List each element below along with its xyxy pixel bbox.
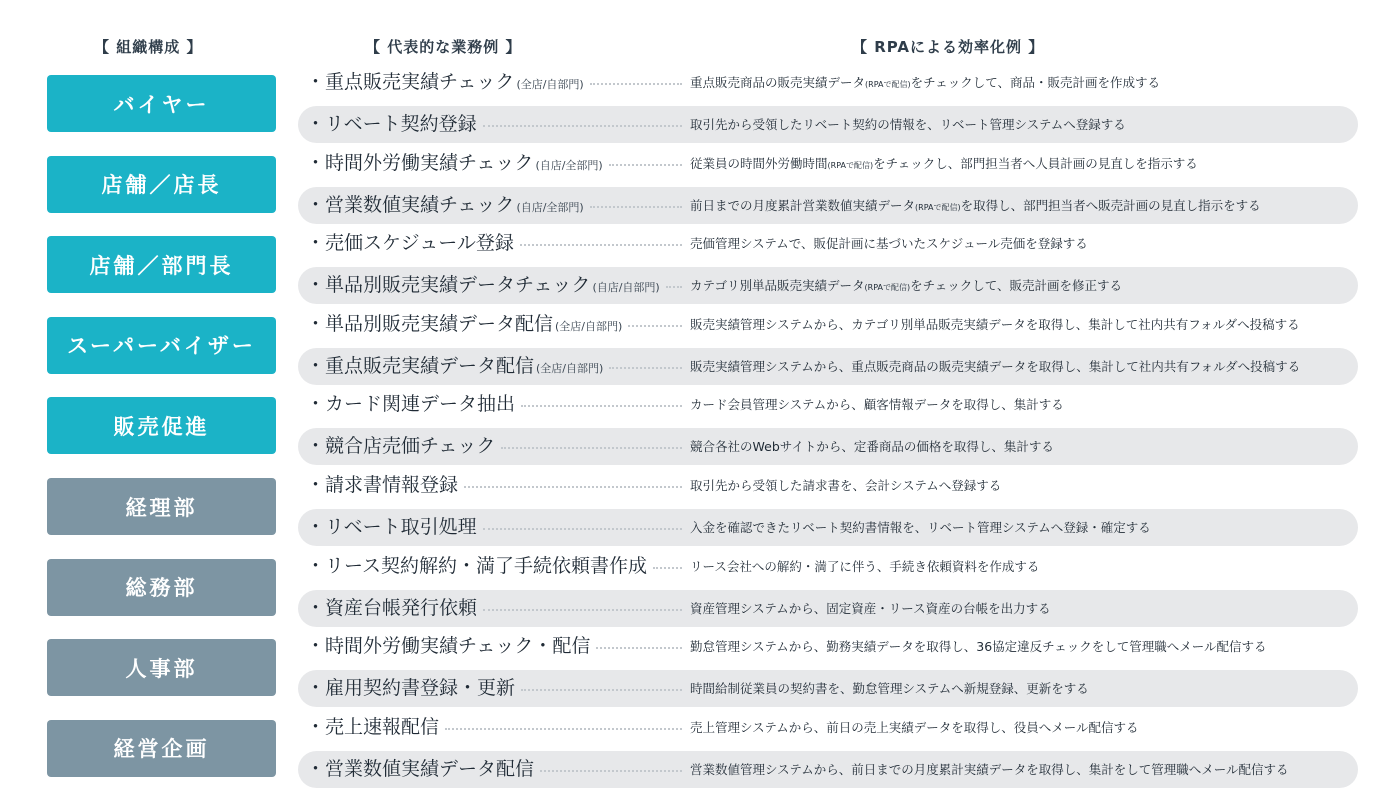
task-row (298, 548, 1358, 585)
task-name (306, 64, 584, 101)
dotted-leader (596, 647, 682, 649)
dotted-leader (628, 325, 682, 327)
task-row (298, 64, 1358, 101)
task-scope-note: (自店/自部門) (592, 281, 660, 295)
task-scope-note: (自店/全部門) (516, 200, 584, 214)
rpa-description (690, 306, 1300, 343)
task-row (298, 590, 1358, 627)
rpa-description (690, 428, 1054, 465)
task-row (298, 628, 1358, 665)
org-structure-header: 【 組織構成 】 (94, 38, 203, 56)
department-label: 店舗／店長 (47, 156, 276, 213)
task-name (306, 386, 515, 423)
task-row (298, 428, 1358, 465)
department-group (0, 548, 1400, 628)
task-scope-note: (全店/自部門) (555, 319, 623, 333)
task-name-text: ・時間外労働実績チェック (306, 151, 534, 174)
rpa-description-text: 売上管理システムから、前日の売上実績データを取得し、役員へメール配信する (690, 719, 1139, 735)
task-name (306, 628, 590, 665)
rpa-description-text: 時間給制従業員の契約書を、勤怠管理システムへ新規登録、更新をする (690, 681, 1089, 697)
task-name-text: ・競合店売価チェック (306, 435, 496, 458)
task-name-text: ・雇用契約書登録・更新 (306, 677, 516, 700)
task-name (306, 348, 603, 385)
rpa-description-text: 取引先から受領した請求書を、会計システムへ登録する (690, 478, 1002, 493)
task-row (298, 187, 1358, 224)
dotted-leader (590, 83, 682, 85)
rpa-description (690, 709, 1139, 746)
rpa-description-text: 資産管理システムから、固定資産・リース資産の台帳を出力する (690, 600, 1051, 616)
task-row (298, 751, 1358, 788)
dotted-leader (483, 609, 682, 611)
rpa-description-text: 従業員の時間外労働時間 (690, 155, 828, 171)
rpa-delivery-note: (RPAで配信) (864, 283, 911, 293)
task-name (306, 751, 534, 788)
rpa-description (690, 509, 1151, 546)
dotted-leader (520, 244, 682, 246)
task-name-text: ・資産台帳発行依頼 (306, 596, 478, 619)
task-name (306, 548, 647, 585)
rpa-description (690, 267, 1122, 304)
dotted-leader (609, 367, 682, 369)
task-name (306, 428, 495, 465)
task-name-text: ・売価スケジュール登録 (306, 232, 514, 255)
rpa-description-text: 入金を確認できたリベート契約書情報を、リベート管理システムへ登録・確定する (690, 520, 1151, 535)
rpa-description-text: 前日までの月度累計営業数値実績データ (690, 197, 916, 213)
task-name-text: ・売上速報配信 (306, 715, 440, 738)
department-label: 人事部 (47, 639, 276, 696)
dotted-leader (653, 567, 682, 569)
department-group (0, 145, 1400, 225)
dotted-leader (483, 528, 682, 530)
task-name-text: ・リベート契約登録 (306, 113, 477, 135)
task-row (298, 709, 1358, 746)
rpa-description-text: 重点販売商品の販売実績データ (690, 75, 866, 90)
rpa-description (690, 106, 1126, 143)
department-group (0, 467, 1400, 547)
rpa-description (690, 348, 1300, 385)
department-label: 総務部 (47, 559, 276, 616)
rpa-description-text-cont: をチェックして、販売計画を修正する (910, 278, 1122, 294)
task-name (306, 509, 477, 546)
rpa-description (690, 187, 1261, 224)
dotted-leader (521, 689, 682, 691)
task-name-text: ・重点販売実績チェック (306, 71, 515, 93)
rpa-description-text: 売価管理システムで、販促計画に基づいたスケジュール売価を登録する (690, 236, 1088, 252)
task-name-text: ・単品別販売実績データチェック (306, 274, 591, 297)
task-row (298, 225, 1358, 262)
task-row (298, 348, 1358, 385)
rpa-description-text: 競合各社のWebサイトから、定番商品の価格を取得し、集計する (690, 439, 1054, 455)
rpa-description (690, 590, 1051, 627)
task-scope-note: (全店/自部門) (536, 361, 604, 375)
dotted-leader (445, 728, 682, 730)
rpa-description-text-cont: をチェックして、商品・販売計画を作成する (910, 75, 1160, 90)
rpa-description-text: カード会員管理システムから、顧客情報データを取得し、集計する (690, 397, 1064, 413)
dotted-leader (501, 447, 682, 449)
task-name (306, 709, 439, 746)
task-name (306, 225, 514, 262)
task-name-text: ・カード関連データ抽出 (306, 393, 516, 416)
rpa-description (690, 751, 1289, 788)
rpa-examples-header: 【 RPAによる効率化例 】 (852, 38, 1045, 56)
department-label: 店舗／部門長 (47, 236, 276, 293)
task-name (306, 467, 458, 504)
department-label: 経理部 (47, 478, 276, 535)
rpa-description (690, 670, 1089, 707)
task-name (306, 106, 477, 143)
rpa-description (690, 628, 1267, 665)
rpa-description-text: 取引先から受領したリベート契約の情報を、リベート管理システムへ登録する (690, 117, 1126, 132)
task-name-text: ・営業数値実績チェック (306, 193, 515, 216)
task-name (306, 670, 515, 707)
rpa-description-text: 販売実績管理システムから、カテゴリ別単品販売実績データを取得し、集計して社内共有フォルダへ投稿する (690, 316, 1300, 332)
dotted-leader (464, 486, 682, 488)
task-row (298, 670, 1358, 707)
task-name-text: ・リース契約解約・満了手続依頼書作成 (306, 554, 648, 577)
task-name-text: ・単品別販売実績データ配信 (306, 312, 554, 335)
task-name (306, 306, 622, 343)
task-name-text: ・時間外労働実績チェック・配信 (306, 635, 591, 658)
task-row (298, 267, 1358, 304)
department-label: 販売促進 (47, 397, 276, 454)
task-name (306, 590, 477, 627)
rpa-description-text: カテゴリ別単品販売実績データ (690, 278, 865, 294)
task-name (306, 145, 603, 182)
department-label: バイヤー (47, 75, 276, 132)
department-group (0, 306, 1400, 386)
task-row (298, 386, 1358, 423)
task-name-text: ・リベート取引処理 (306, 516, 477, 538)
task-name-text: ・営業数値実績データ配信 (306, 757, 535, 780)
task-name-text: ・重点販売実績データ配信 (306, 354, 535, 377)
rpa-description-text: 営業数値管理システムから、前日までの月度累計実績データを取得し、集計をして管理職へメール配信する (690, 761, 1289, 777)
dotted-leader (521, 405, 682, 407)
rpa-description (690, 467, 1001, 504)
task-scope-note: (自店/全部門) (535, 158, 603, 172)
dotted-leader (666, 286, 682, 288)
rpa-delivery-note: (RPAで配信) (865, 80, 911, 89)
task-row (298, 306, 1358, 343)
task-row (298, 145, 1358, 182)
rpa-description (690, 225, 1088, 262)
rpa-description (690, 386, 1064, 423)
rpa-delivery-note: (RPAで配信) (827, 160, 874, 170)
dotted-leader (590, 206, 682, 208)
rpa-description-text: 販売実績管理システムから、重点販売商品の販売実績データを取得し、集計して社内共有フォルダへ投稿する (690, 358, 1301, 374)
task-row (298, 106, 1358, 143)
department-label: スーパーバイザー (47, 317, 276, 374)
department-group (0, 386, 1400, 466)
rpa-description-text: 勤怠管理システムから、勤務実績データを取得し、36協定違反チェックをして管理職へメール配信する (690, 639, 1267, 655)
task-scope-note: (全店/自部門) (516, 78, 584, 91)
task-name (306, 267, 660, 304)
task-name-text: ・請求書情報登録 (306, 474, 459, 496)
department-group (0, 709, 1400, 789)
task-row (298, 467, 1358, 504)
rpa-description (690, 64, 1160, 101)
dotted-leader (609, 164, 682, 166)
rpa-description (690, 548, 1039, 585)
typical-tasks-header: 【 代表的な業務例 】 (365, 38, 522, 56)
department-group (0, 64, 1400, 144)
department-group (0, 628, 1400, 708)
rpa-description-text-cont: をチェックし、部門担当者へ人員計画の見直しを指示する (873, 155, 1198, 171)
dotted-leader (483, 125, 682, 127)
rpa-description-text: リース会社への解約・満了に伴う、手続き依頼資料を作成する (690, 558, 1040, 574)
task-name (306, 187, 584, 224)
dotted-leader (540, 770, 682, 772)
rpa-description (690, 145, 1198, 182)
rpa-description-text-cont: を取得し、部門担当者へ販売計画の見直し指示をする (960, 197, 1261, 213)
task-row (298, 509, 1358, 546)
department-label: 経営企画 (47, 720, 276, 777)
rpa-delivery-note: (RPAで配信) (915, 202, 961, 212)
department-group (0, 225, 1400, 305)
